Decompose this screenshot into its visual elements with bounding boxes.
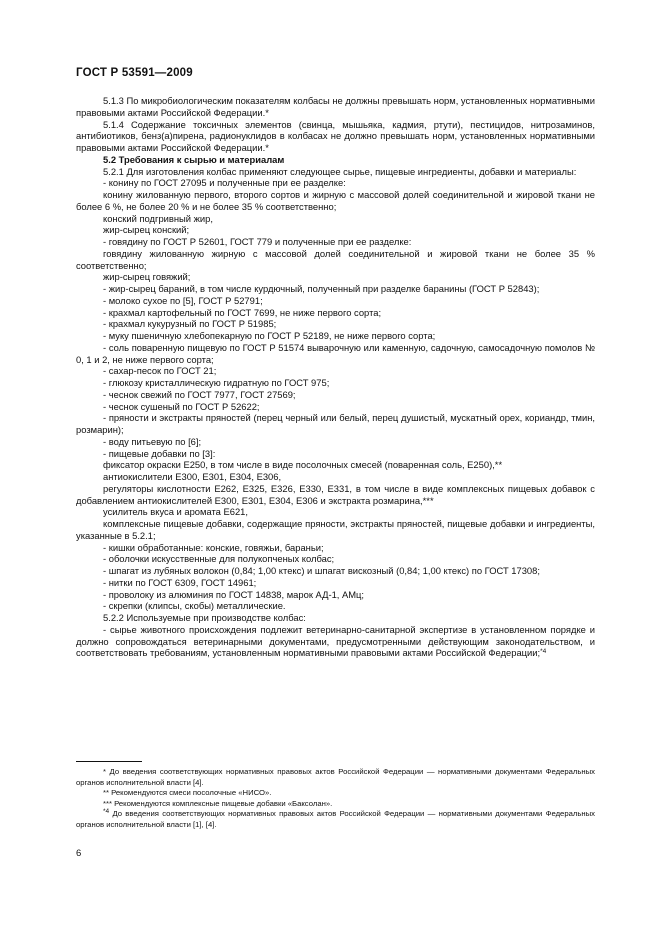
list-item: - крахмал картофельный по ГОСТ 7699, не ниже первого сорта; [103, 306, 382, 318]
list-item: - пищевые добавки по [3]: [103, 447, 216, 459]
list-item: - молоко сухое по [5], ГОСТ Р 52791; [103, 294, 263, 306]
footnote: ** Рекомендуются смеси посолочные «НИСО». [103, 788, 272, 798]
list-item: регуляторы кислотности Е262, Е325, Е326, Е330, Е331, в том числе в виде комплексных пищевых добавок с добавлением антиокислителей Е300, Е301, Е304, Е306 и экстракта розмарина,*** [76, 482, 595, 506]
paragraph-5-1-4: 5.1.4 Содержание токсичных элементов (свинца, мышьяка, кадмия, ртути), пестицидов, нитрозаминов, антибиотиков, бенз(а)пирена, радионуклидов в колбасах не должно превышать норм, установленных нормативными правовыми актами Российской Федерации.* [76, 118, 595, 153]
list-item: - глюкозу кристаллическую гидратную по ГОСТ 975; [103, 377, 330, 388]
list-item: - шпагат из лубяных волокон (0,84; 1,00 ктекс) и шпагат вискозный (0,84; 1,00 ктекс) по ГОСТ 17308; [103, 565, 540, 576]
list-item: - проволоку из алюминия по ГОСТ 14838, марок АД-1, АМц; [103, 588, 365, 600]
list-item: - скрепки (клипсы, скобы) металлические. [103, 600, 286, 612]
page-number: 6 [76, 848, 82, 859]
list-item: говядину жилованную жирную с массовой долей соединительной и жировой ткани не более 35 % соответственно; [76, 247, 595, 271]
list-item: фиксатор окраски Е250, в том числе в виде посолочных смесей (поваренная соль, Е250),** [103, 459, 503, 471]
list-item: - воду питьевую по [6]; [103, 435, 202, 447]
list-item: - нитки по ГОСТ 6309, ГОСТ 14961; [103, 576, 257, 588]
list-item: - чеснок сушеный по ГОСТ Р 52622; [103, 400, 260, 412]
list-item: комплексные пищевые добавки, содержащие пряности, экстракты пряностей, пищевые добавки и ингредиенты, указанные в 5.2.1; [76, 518, 595, 541]
list-item: - муку пшеничную хлебопекарную по ГОСТ Р 52189, не ниже первого сорта; [103, 330, 436, 341]
footnotes [76, 767, 595, 831]
paragraph-5-2-1: 5.2.1 Для изготовления колбас применяют следующее сырье, пищевые ингредиенты, добавки и материалы: [103, 165, 577, 177]
list-item-text: - сырье животного происхождения подлежит ветеринарно-санитарной экспертизе в установленном порядке и должно сопровождаться ветеринарными документами, предусмотренными действующим законодательством, и соответствовать требованиям, установленным нормативными правовыми актами Российской Федерации; [76, 623, 595, 659]
list-item: - кишки обработанные: конские, говяжьи, бараньи; [103, 541, 324, 553]
document-header: ГОСТ Р 53591—2009 [76, 67, 193, 79]
footnote-divider [76, 761, 142, 762]
list-item: - конину по ГОСТ 27095 и полученные при ее разделке: [103, 177, 346, 189]
list-item: - пряности и экстракты пряностей (перец черный или белый, перец душистый, мускатный орех, кориандр, тмин, розмарин); [76, 412, 595, 435]
list-item: - говядину по ГОСТ Р 52601, ГОСТ 779 и полученные при ее разделке: [103, 236, 412, 247]
footnote: *** Рекомендуются комплексные пищевые добавки «Баксолан». [103, 798, 333, 808]
list-item: конский подгривный жир, [103, 212, 213, 224]
list-item: конину жилованную первого, второго сортов и жирную с массовой долей соединительной и жировой ткани не более 6 %, не более 20 % и не более 35 % соответственно; [76, 189, 595, 212]
list-item: жир-сырец говяжий; [103, 271, 191, 283]
list-item: - чеснок свежий по ГОСТ 7977, ГОСТ 27569; [103, 388, 296, 400]
footnote: * До введения соответствующих нормативных правовых актов Российской Федерации — нормативными документами Федеральных органов исполнительной власти [4]. [76, 767, 595, 787]
list-item: - сахар-песок по ГОСТ 21; [103, 365, 217, 377]
list-item: антиокислители Е300, Е301, Е304, Е306, [103, 471, 282, 482]
list-item: - оболочки искусственные для полукопченых колбас; [103, 553, 335, 565]
paragraph-5-2-2: 5.2.2 Используемые при производстве колбас: [103, 612, 306, 623]
footnote [76, 809, 595, 830]
paragraph-5-1-3: 5.1.3 По микробиологическим показателям колбасы не должны превышать норм, установленных нормативными правовыми актами Российской Федерации.* [76, 95, 595, 118]
list-item: жир-сырец конский; [103, 224, 190, 236]
footnote-marker: *4 [540, 648, 547, 656]
list-item: усилитель вкуса и аромата Е621, [103, 506, 248, 518]
list-item: - жир-сырец бараний, в том числе курдючный, полученный при разделке баранины (ГОСТ Р 52843); [103, 283, 540, 294]
section-heading: 5.2 Требования к сырью и материалам [103, 153, 285, 165]
list-item: - крахмал кукурузный по ГОСТ Р 51985; [103, 318, 277, 330]
list-item: - соль поваренную пищевую по ГОСТ Р 51574 выварочную или каменную, садочную, самосадочную помолов № 0, 1 и 2, не ниже первого сорта; [76, 341, 595, 365]
footnote-marker: *4 [103, 808, 110, 816]
footnote-text: До введения соответствующих нормативных правовых актов Российской Федерации — нормативными документами Федеральных органов исполнительной власти [1], [4]. [76, 809, 595, 829]
list-item [76, 624, 595, 659]
document-body [76, 95, 595, 659]
